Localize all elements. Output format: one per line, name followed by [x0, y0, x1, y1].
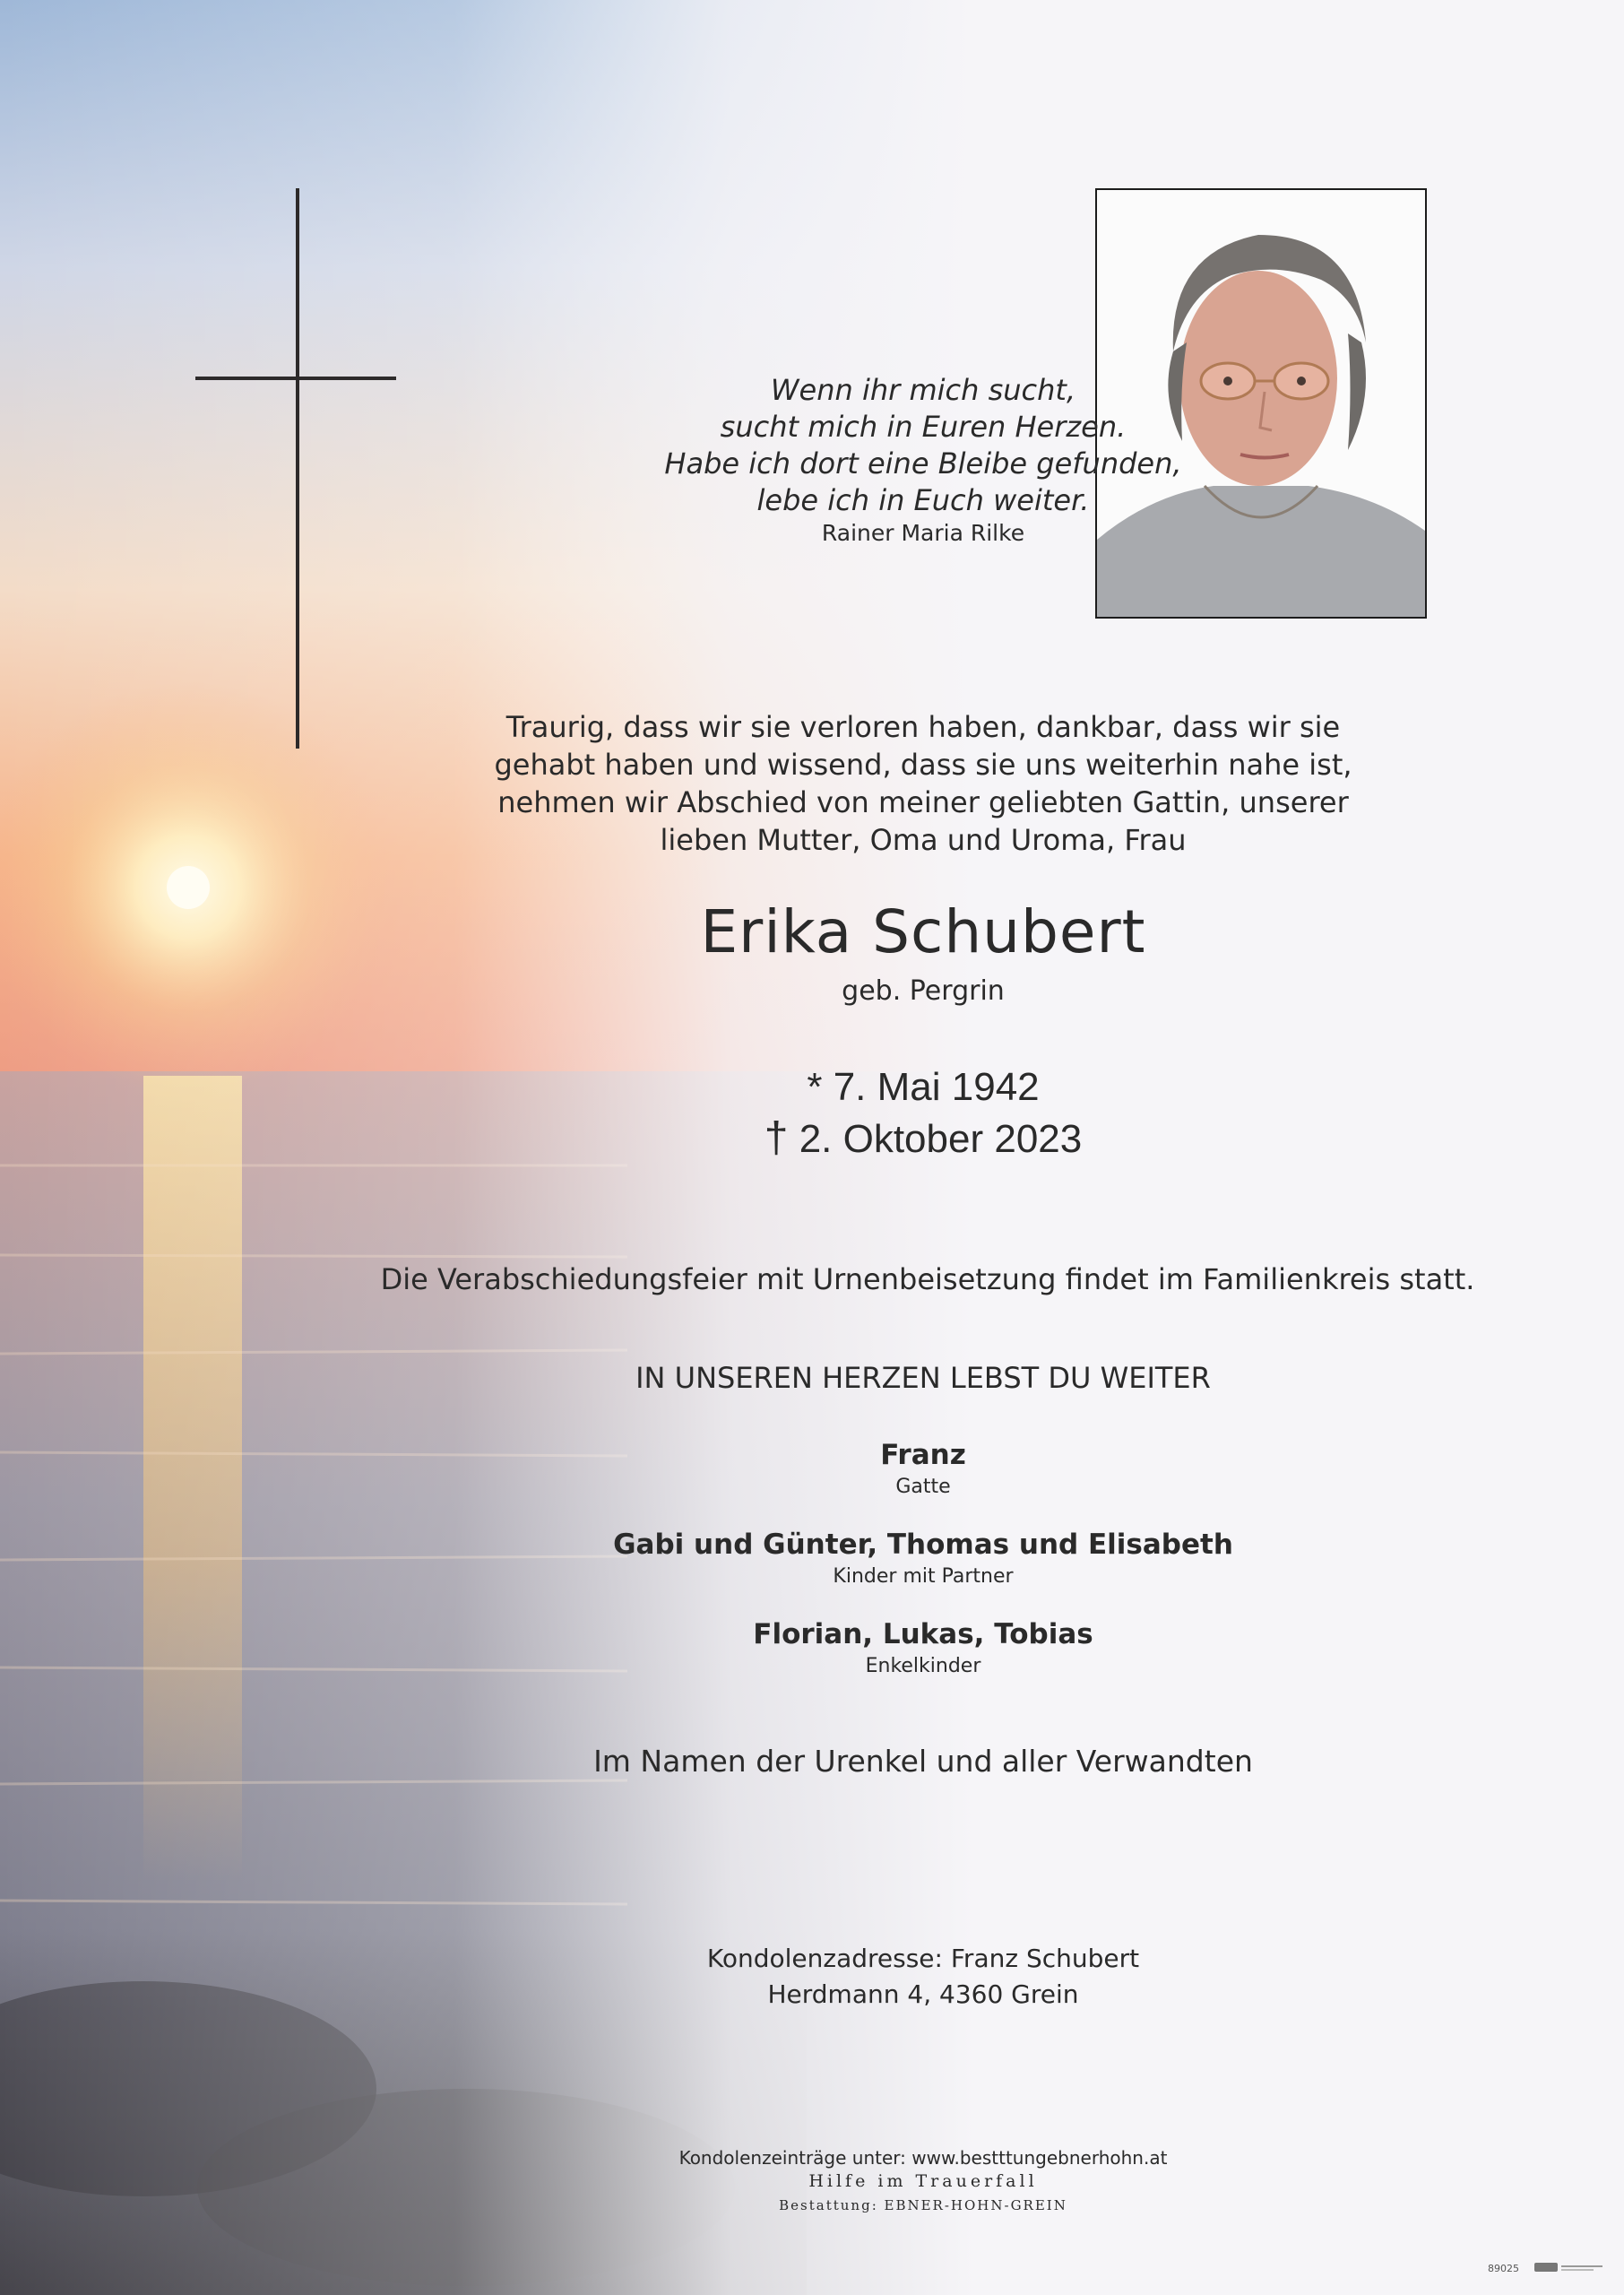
family-name-children: Gabi und Günter, Thomas und Elisabeth	[613, 1529, 1233, 1561]
quote-line: Wenn ihr mich sucht,	[770, 373, 1076, 407]
help-slogan: Hilfe im Trauerfall	[808, 2171, 1038, 2191]
birth-date: * 7. Mai 1942	[807, 1065, 1040, 1109]
family-name-grandchildren: Florian, Lukas, Tobias	[753, 1618, 1093, 1650]
death-date-line	[385, 1113, 1461, 1165]
condolence-website: Kondolenzeinträge unter: www.bestttungebnerhohn.at	[678, 2147, 1168, 2169]
motto: IN UNSEREN HERZEN LEBST DU WEITER	[635, 1361, 1211, 1395]
condolence-line-1: Kondolenzadresse: Franz Schubert	[706, 1944, 1140, 1973]
intro-line: nehmen wir Abschied von meiner geliebten Gattin, unserer	[497, 785, 1349, 819]
family-name-spouse: Franz	[880, 1439, 966, 1471]
condolence-line-2: Herdmann 4, 4360 Grein	[767, 1979, 1079, 2009]
quote-line: lebe ich in Euch weiter.	[756, 483, 1090, 517]
quote-author: Rainer Maria Rilke	[821, 520, 1025, 546]
death-date: 2. Oktober 2023	[799, 1117, 1083, 1161]
printer-logo-icon	[1534, 2259, 1606, 2275]
cross-horizontal-bar	[195, 377, 396, 380]
family-role-spouse: Gatte	[895, 1476, 951, 1498]
maiden-name: geb. Pergrin	[842, 975, 1005, 1007]
family-role-children: Kinder mit Partner	[833, 1565, 1014, 1588]
ceremony-note: Die Verabschiedungsfeier mit Urnenbeisetzung findet im Familienkreis statt.	[380, 1262, 1475, 1296]
family-role-grandchildren: Enkelkinder	[865, 1655, 981, 1677]
dagger-icon: †	[764, 1114, 789, 1162]
intro-line: gehabt haben und wissend, dass sie uns weiterhin nahe ist,	[494, 748, 1352, 782]
condolence-address	[385, 1941, 1461, 2013]
cross-icon	[195, 188, 396, 749]
relatives-line: Im Namen der Urenkel und aller Verwandten	[593, 1744, 1253, 1779]
intro-line: lieben Mutter, Oma und Uroma, Frau	[660, 823, 1187, 857]
quote-line: sucht mich in Euren Herzen.	[720, 410, 1127, 444]
cross-vertical-bar	[296, 188, 299, 749]
intro-text	[385, 708, 1461, 859]
deceased-name: Erika Schubert	[700, 897, 1146, 966]
print-code: 89025	[1488, 2263, 1519, 2274]
quote-line: Habe ich dort eine Bleibe gefunden,	[664, 446, 1182, 481]
funeral-home: Bestattung: EBNER-HOHN-GREIN	[779, 2197, 1067, 2213]
poem-quote	[385, 372, 1461, 519]
intro-line: Traurig, dass wir sie verloren haben, dankbar, dass wir sie	[505, 710, 1341, 744]
